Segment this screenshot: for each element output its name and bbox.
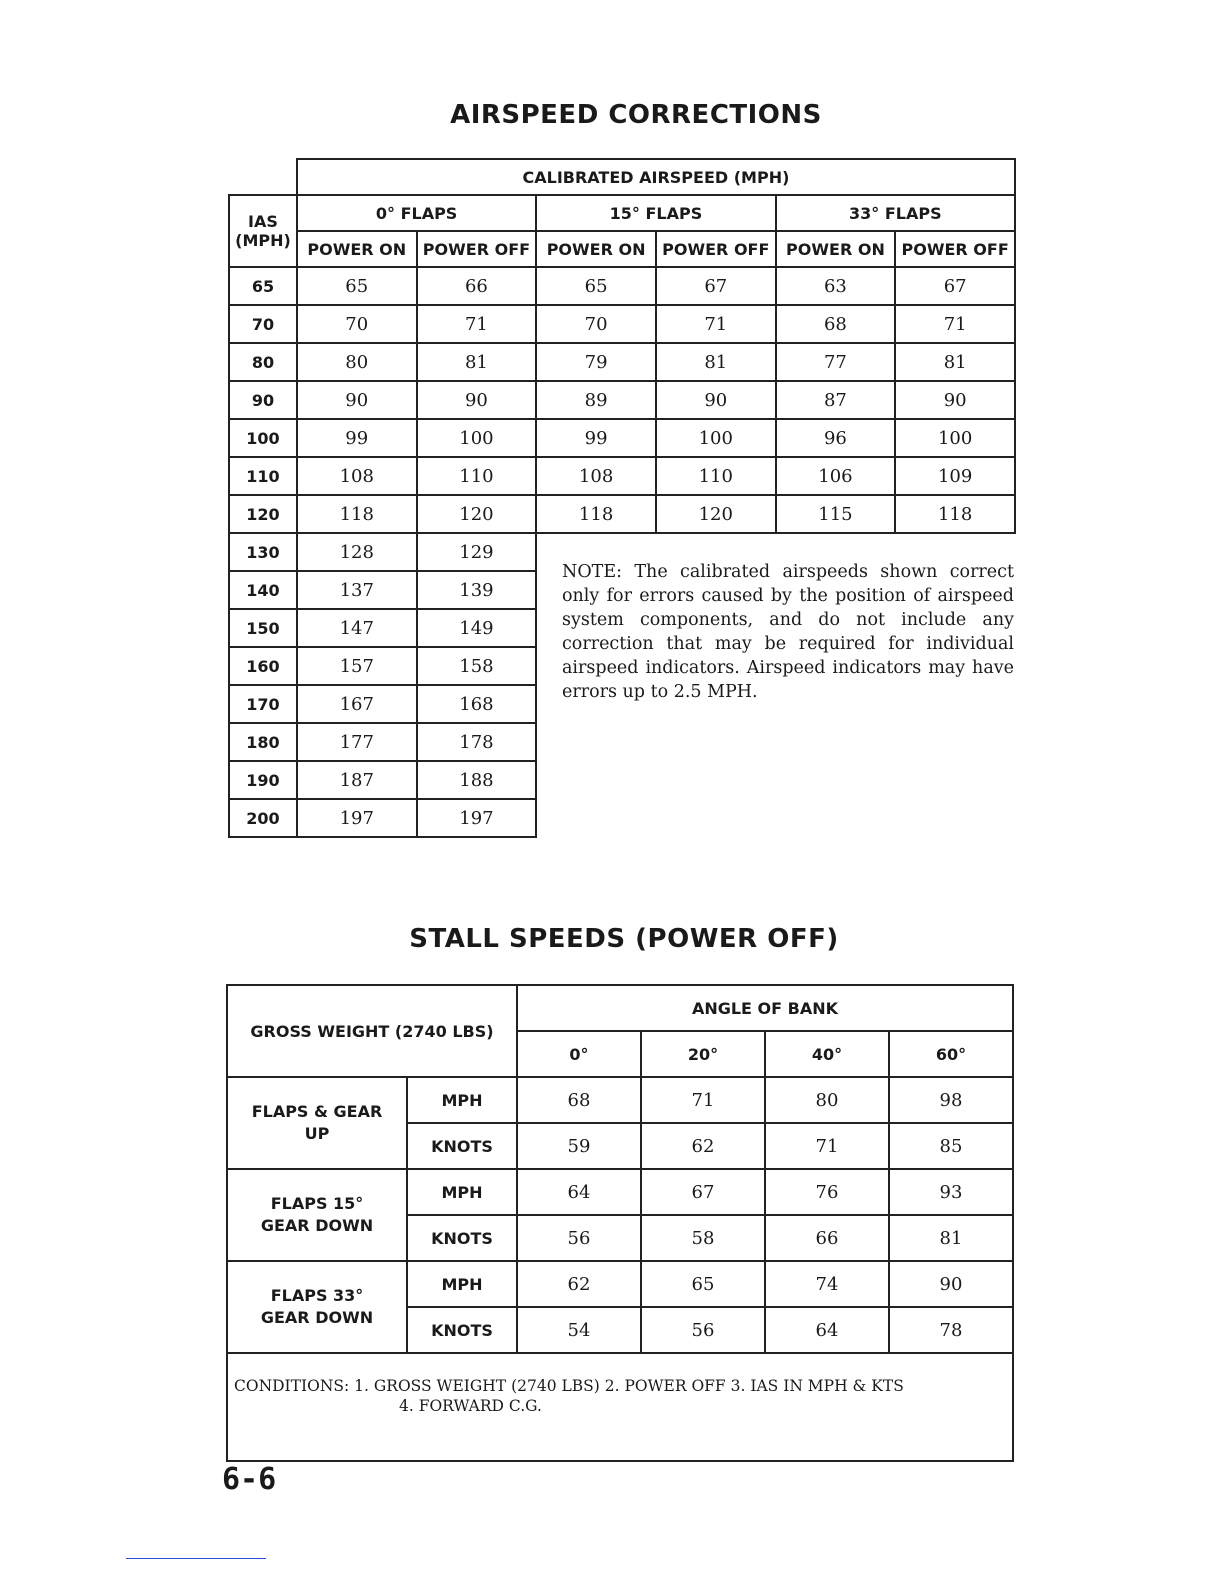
cas-cell: 65 <box>297 267 417 305</box>
table-row <box>229 495 1015 533</box>
table-row <box>229 305 1015 343</box>
cas-cell: 81 <box>656 343 776 381</box>
ias-cell: 90 <box>229 381 297 419</box>
cas-cell: 110 <box>656 457 776 495</box>
ias-cell: 150 <box>229 609 297 647</box>
cas-cell: 81 <box>417 343 537 381</box>
stall-value: 74 <box>765 1261 889 1307</box>
cas-cell: 147 <box>297 609 417 647</box>
table-row <box>229 381 1015 419</box>
angle-header: 40° <box>765 1031 889 1077</box>
ias-cell: 130 <box>229 533 297 571</box>
cas-cell: 100 <box>417 419 537 457</box>
stall-value: 93 <box>889 1169 1013 1215</box>
angle-of-bank-header: ANGLE OF BANK <box>517 985 1013 1031</box>
cas-cell: 79 <box>536 343 656 381</box>
cas-cell: 177 <box>297 723 417 761</box>
unit-cell: MPH <box>407 1077 517 1123</box>
airspeed-corrections-table <box>228 158 1016 838</box>
ias-cell: 65 <box>229 267 297 305</box>
table-row <box>229 343 1015 381</box>
cas-cell: 99 <box>297 419 417 457</box>
angle-header: 60° <box>889 1031 1013 1077</box>
stall-value: 56 <box>517 1215 641 1261</box>
config-line2: GEAR DOWN <box>260 1216 374 1235</box>
cas-cell: 188 <box>417 761 537 799</box>
config-line2: UP <box>304 1124 330 1143</box>
cas-cell: 120 <box>417 495 537 533</box>
cas-cell: 118 <box>895 495 1015 533</box>
ias-cell: 140 <box>229 571 297 609</box>
stall-value: 98 <box>889 1077 1013 1123</box>
cas-cell: 118 <box>536 495 656 533</box>
stall-value: 71 <box>765 1123 889 1169</box>
stall-speeds-table <box>226 984 1014 1462</box>
ias-cell: 120 <box>229 495 297 533</box>
cas-cell: 90 <box>656 381 776 419</box>
angle-header: 0° <box>517 1031 641 1077</box>
table-row <box>227 1077 1013 1123</box>
cas-cell: 71 <box>656 305 776 343</box>
stall-value: 67 <box>641 1169 765 1215</box>
flaps-0-header: 0° FLAPS <box>297 195 536 231</box>
ias-cell: 170 <box>229 685 297 723</box>
cas-cell: 149 <box>417 609 537 647</box>
unit-cell: KNOTS <box>407 1307 517 1353</box>
cas-cell: 90 <box>895 381 1015 419</box>
cas-cell: 96 <box>776 419 896 457</box>
stall-value: 62 <box>517 1261 641 1307</box>
table-row <box>229 267 1015 305</box>
ias-cell: 80 <box>229 343 297 381</box>
stall-value: 59 <box>517 1123 641 1169</box>
table-row <box>229 457 1015 495</box>
stall-value: 81 <box>889 1215 1013 1261</box>
stall-value: 56 <box>641 1307 765 1353</box>
stall-value: 54 <box>517 1307 641 1353</box>
unit-cell: MPH <box>407 1261 517 1307</box>
cas-cell: 66 <box>417 267 537 305</box>
stall-value: 62 <box>641 1123 765 1169</box>
calibrated-airspeed-header: CALIBRATED AIRSPEED (MPH) <box>297 159 1015 195</box>
footer-rule <box>126 1558 266 1559</box>
cas-cell: 137 <box>297 571 417 609</box>
cas-cell: 106 <box>776 457 896 495</box>
config-label <box>227 1261 407 1353</box>
cas-cell: 139 <box>417 571 537 609</box>
stall-value: 64 <box>517 1169 641 1215</box>
ias-header <box>229 195 297 267</box>
cas-cell: 120 <box>656 495 776 533</box>
cas-cell: 100 <box>895 419 1015 457</box>
power-header: POWER OFF <box>656 231 776 267</box>
cas-cell: 197 <box>417 799 537 837</box>
ias-header-line1: IAS <box>248 212 278 231</box>
config-line2: GEAR DOWN <box>260 1308 374 1327</box>
cas-cell: 128 <box>297 533 417 571</box>
header-spacer <box>229 159 297 195</box>
cas-cell: 87 <box>776 381 896 419</box>
angle-header: 20° <box>641 1031 765 1077</box>
stall-value: 76 <box>765 1169 889 1215</box>
cas-cell: 65 <box>536 267 656 305</box>
cas-cell: 108 <box>536 457 656 495</box>
config-line1: FLAPS & GEAR <box>251 1102 383 1121</box>
cas-cell: 71 <box>417 305 537 343</box>
empty-cell <box>536 761 1015 799</box>
cas-cell: 158 <box>417 647 537 685</box>
page-number: 6-6 <box>222 1462 277 1497</box>
cas-cell: 67 <box>656 267 776 305</box>
config-label <box>227 1077 407 1169</box>
stall-value: 58 <box>641 1215 765 1261</box>
ias-cell: 100 <box>229 419 297 457</box>
power-header: POWER ON <box>776 231 896 267</box>
cas-cell: 90 <box>297 381 417 419</box>
cas-cell: 70 <box>297 305 417 343</box>
calibration-note: NOTE: The calibrated airspeeds shown correct only for errors caused by the position of airspeed system components, and do not include any correction that may be required for individual airspeed indicators. Airspeed indicators may have errors up to 2.5 MPH. <box>562 562 1014 702</box>
config-line1: FLAPS 33° <box>270 1286 364 1305</box>
conditions <box>227 1353 1013 1461</box>
stall-value: 80 <box>765 1077 889 1123</box>
stall-value: 65 <box>641 1261 765 1307</box>
airspeed-corrections-title: AIRSPEED CORRECTIONS <box>450 100 822 130</box>
stall-value: 64 <box>765 1307 889 1353</box>
table-row <box>229 761 1015 799</box>
stall-value: 66 <box>765 1215 889 1261</box>
flaps-15-header: 15° FLAPS <box>536 195 775 231</box>
cas-cell: 63 <box>776 267 896 305</box>
ias-header-line2: (MPH) <box>235 231 291 250</box>
power-header: POWER ON <box>297 231 417 267</box>
empty-cell <box>536 723 1015 761</box>
unit-cell: KNOTS <box>407 1215 517 1261</box>
power-header: POWER OFF <box>895 231 1015 267</box>
cas-cell: 80 <box>297 343 417 381</box>
cas-cell: 187 <box>297 761 417 799</box>
cas-cell: 67 <box>895 267 1015 305</box>
stall-value: 68 <box>517 1077 641 1123</box>
unit-cell: MPH <box>407 1169 517 1215</box>
stall-value: 85 <box>889 1123 1013 1169</box>
cas-cell: 108 <box>297 457 417 495</box>
cas-cell: 110 <box>417 457 537 495</box>
cas-cell: 71 <box>895 305 1015 343</box>
table-row <box>229 799 1015 837</box>
cas-cell: 157 <box>297 647 417 685</box>
cas-cell: 70 <box>536 305 656 343</box>
table-row <box>229 419 1015 457</box>
cas-cell: 77 <box>776 343 896 381</box>
config-line1: FLAPS 15° <box>270 1194 364 1213</box>
cas-cell: 115 <box>776 495 896 533</box>
conditions-line2: 4. FORWARD C.G. <box>399 1397 542 1415</box>
ias-cell: 110 <box>229 457 297 495</box>
stall-value: 71 <box>641 1077 765 1123</box>
ias-cell: 200 <box>229 799 297 837</box>
cas-cell: 99 <box>536 419 656 457</box>
stall-value: 90 <box>889 1261 1013 1307</box>
table-row <box>227 1169 1013 1215</box>
cas-cell: 129 <box>417 533 537 571</box>
cas-cell: 68 <box>776 305 896 343</box>
empty-cell <box>536 799 1015 837</box>
table-row <box>227 1261 1013 1307</box>
power-header: POWER OFF <box>417 231 537 267</box>
cas-cell: 197 <box>297 799 417 837</box>
cas-cell: 81 <box>895 343 1015 381</box>
cas-cell: 168 <box>417 685 537 723</box>
stall-speeds-title: STALL SPEEDS (POWER OFF) <box>409 924 839 954</box>
power-header: POWER ON <box>536 231 656 267</box>
cas-cell: 167 <box>297 685 417 723</box>
unit-cell: KNOTS <box>407 1123 517 1169</box>
ias-cell: 190 <box>229 761 297 799</box>
conditions-line1: CONDITIONS: 1. GROSS WEIGHT (2740 LBS) 2. POWER OFF 3. IAS IN MPH & KTS <box>234 1377 904 1395</box>
cas-cell: 90 <box>417 381 537 419</box>
cas-cell: 178 <box>417 723 537 761</box>
stall-value: 78 <box>889 1307 1013 1353</box>
flaps-33-header: 33° FLAPS <box>776 195 1015 231</box>
cas-cell: 100 <box>656 419 776 457</box>
config-label <box>227 1169 407 1261</box>
cas-cell: 89 <box>536 381 656 419</box>
cas-cell: 109 <box>895 457 1015 495</box>
table-row <box>229 723 1015 761</box>
ias-cell: 70 <box>229 305 297 343</box>
gross-weight-header: GROSS WEIGHT (2740 LBS) <box>227 985 517 1077</box>
ias-cell: 180 <box>229 723 297 761</box>
cas-cell: 118 <box>297 495 417 533</box>
ias-cell: 160 <box>229 647 297 685</box>
